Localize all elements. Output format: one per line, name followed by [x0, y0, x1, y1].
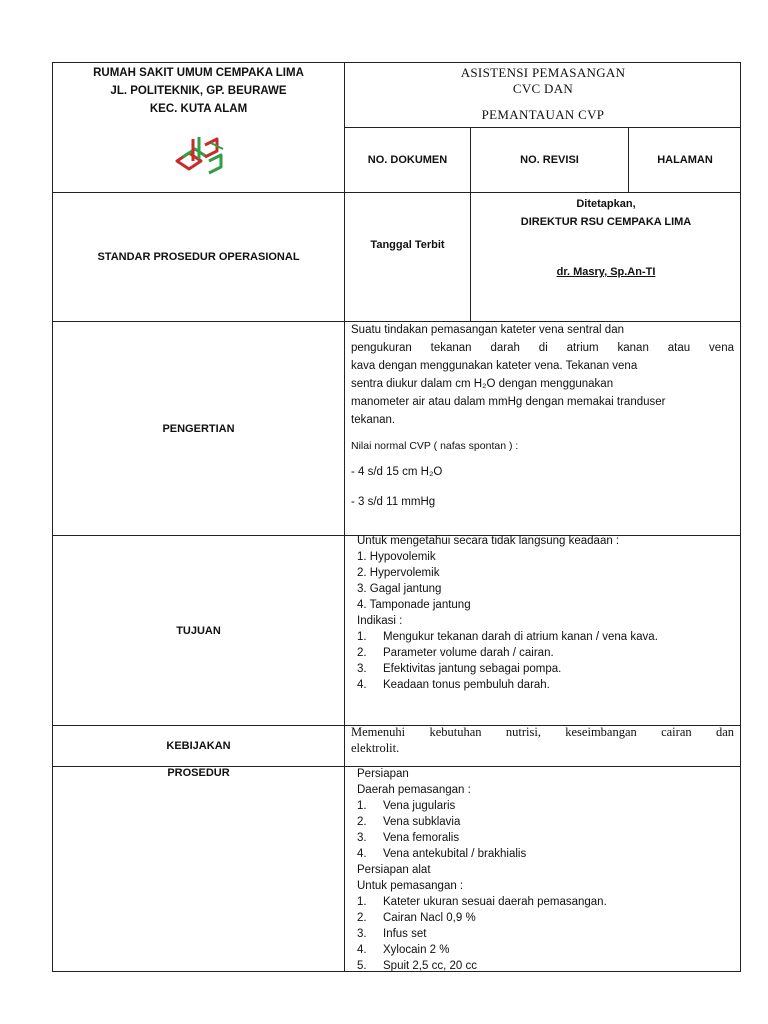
- list-item: 3. Vena femoralis: [357, 832, 460, 844]
- untuk-heading: Untuk pemasangan :: [357, 880, 464, 892]
- hospital-street: JL. POLITEKNIK, GP. BEURAWE: [110, 85, 287, 97]
- prosedur-label: PROSEDUR: [167, 767, 230, 779]
- list-item: 3. Gagal jantung: [357, 583, 442, 595]
- hospital-logo-icon: [171, 131, 227, 175]
- sop-table: [52, 62, 741, 972]
- alat-heading: Persiapan alat: [357, 864, 431, 876]
- direktur-label: DIREKTUR RSU CEMPAKA LIMA: [520, 216, 692, 228]
- list-item: 1. Kateter ukuran sesuai daerah pemasangan.: [357, 896, 607, 908]
- list-item: 2. Cairan Nacl 0,9 %: [357, 912, 476, 924]
- kebijakan-line: elektrolit.: [351, 741, 400, 755]
- list-item: 1. Hypovolemik: [357, 551, 436, 563]
- pengertian-line: kava dengan menggunakan kateter vena. Tekanan vena: [351, 360, 638, 372]
- no-revisi-label: NO. REVISI: [520, 154, 579, 166]
- kebijakan-label: KEBIJAKAN: [166, 740, 231, 752]
- hospital-district: KEC. KUTA ALAM: [149, 103, 248, 115]
- tujuan-content: [357, 533, 737, 693]
- pengertian-label: PENGERTIAN: [162, 422, 235, 435]
- title-line-3: PEMANTAUAN CVP: [481, 107, 605, 122]
- indikasi-heading: Indikasi :: [357, 615, 403, 627]
- ditetapkan-block: [471, 194, 741, 281]
- ditetapkan-label: Ditetapkan,: [576, 198, 636, 210]
- pengertian-line: pengukuran tekanan darah di atrium kanan atau vena: [351, 342, 734, 354]
- daerah-heading: Daerah pemasangan :: [357, 784, 471, 796]
- list-item: 4. Tamponade jantung: [357, 599, 471, 611]
- tanggal-terbit-label: Tanggal Terbit: [370, 239, 445, 251]
- title-line-1: ASISTENSI PEMASANGAN: [460, 65, 626, 80]
- list-item: 3. Efektivitas jantung sebagai pompa.: [357, 663, 562, 675]
- list-item: 2. Hypervolemik: [357, 567, 440, 579]
- prosedur-content: [357, 766, 737, 974]
- list-item: 1. Vena jugularis: [357, 800, 456, 812]
- title-line-2: CVC DAN: [512, 81, 574, 96]
- tujuan-label: TUJUAN: [176, 624, 221, 637]
- pengertian-line: tekanan.: [351, 414, 396, 426]
- list-item: 2. Parameter volume darah / cairan.: [357, 647, 554, 659]
- hospital-info: [53, 63, 344, 192]
- list-item: 3. Infus set: [357, 928, 427, 940]
- normal-value-cm: - 4 s/d 15 cm H₂O: [351, 466, 443, 478]
- halaman-label: HALAMAN: [657, 154, 713, 166]
- hospital-name: RUMAH SAKIT UMUM CEMPAKA LIMA: [93, 67, 304, 79]
- signatory-name: dr. Masry, Sp.An-TI: [556, 266, 656, 278]
- pengertian-line: Suatu tindakan pemasangan kateter vena sentral dan: [351, 324, 624, 336]
- tujuan-intro: Untuk mengetahui secara tidak langsung keadaan :: [357, 535, 620, 547]
- pengertian-line: manometer air atau dalam mmHg dengan memakai tranduser: [351, 396, 666, 408]
- list-item: 4. Xylocain 2 %: [357, 944, 450, 956]
- list-item: 4. Keadaan tonus pembuluh darah.: [357, 679, 550, 691]
- list-item: 5. Spuit 2,5 cc, 20 cc: [357, 960, 477, 972]
- document-title: [345, 63, 741, 127]
- sop-label: STANDAR PROSEDUR OPERASIONAL: [97, 251, 300, 263]
- persiapan-heading: Persiapan: [357, 768, 409, 780]
- list-item: 4. Vena antekubital / brakhialis: [357, 848, 527, 860]
- kebijakan-content: [351, 724, 734, 756]
- no-dokumen-label: NO. DOKUMEN: [367, 154, 448, 166]
- normal-cvp-heading: Nilai normal CVP ( nafas spontan ) :: [351, 440, 519, 452]
- list-item: 1. Mengukur tekanan darah di atrium kanan / vena kava.: [357, 631, 658, 643]
- list-item: 2. Vena subklavia: [357, 816, 461, 828]
- pengertian-line: sentra diukur dalam cm H₂O dengan menggunakan: [351, 378, 614, 390]
- column-divider: [344, 63, 345, 971]
- normal-value-mmhg: - 3 s/d 11 mmHg: [351, 496, 436, 508]
- kebijakan-line: Memenuhi kebutuhan nutrisi, keseimbangan cairan dan: [351, 725, 734, 739]
- pengertian-content: [351, 321, 734, 511]
